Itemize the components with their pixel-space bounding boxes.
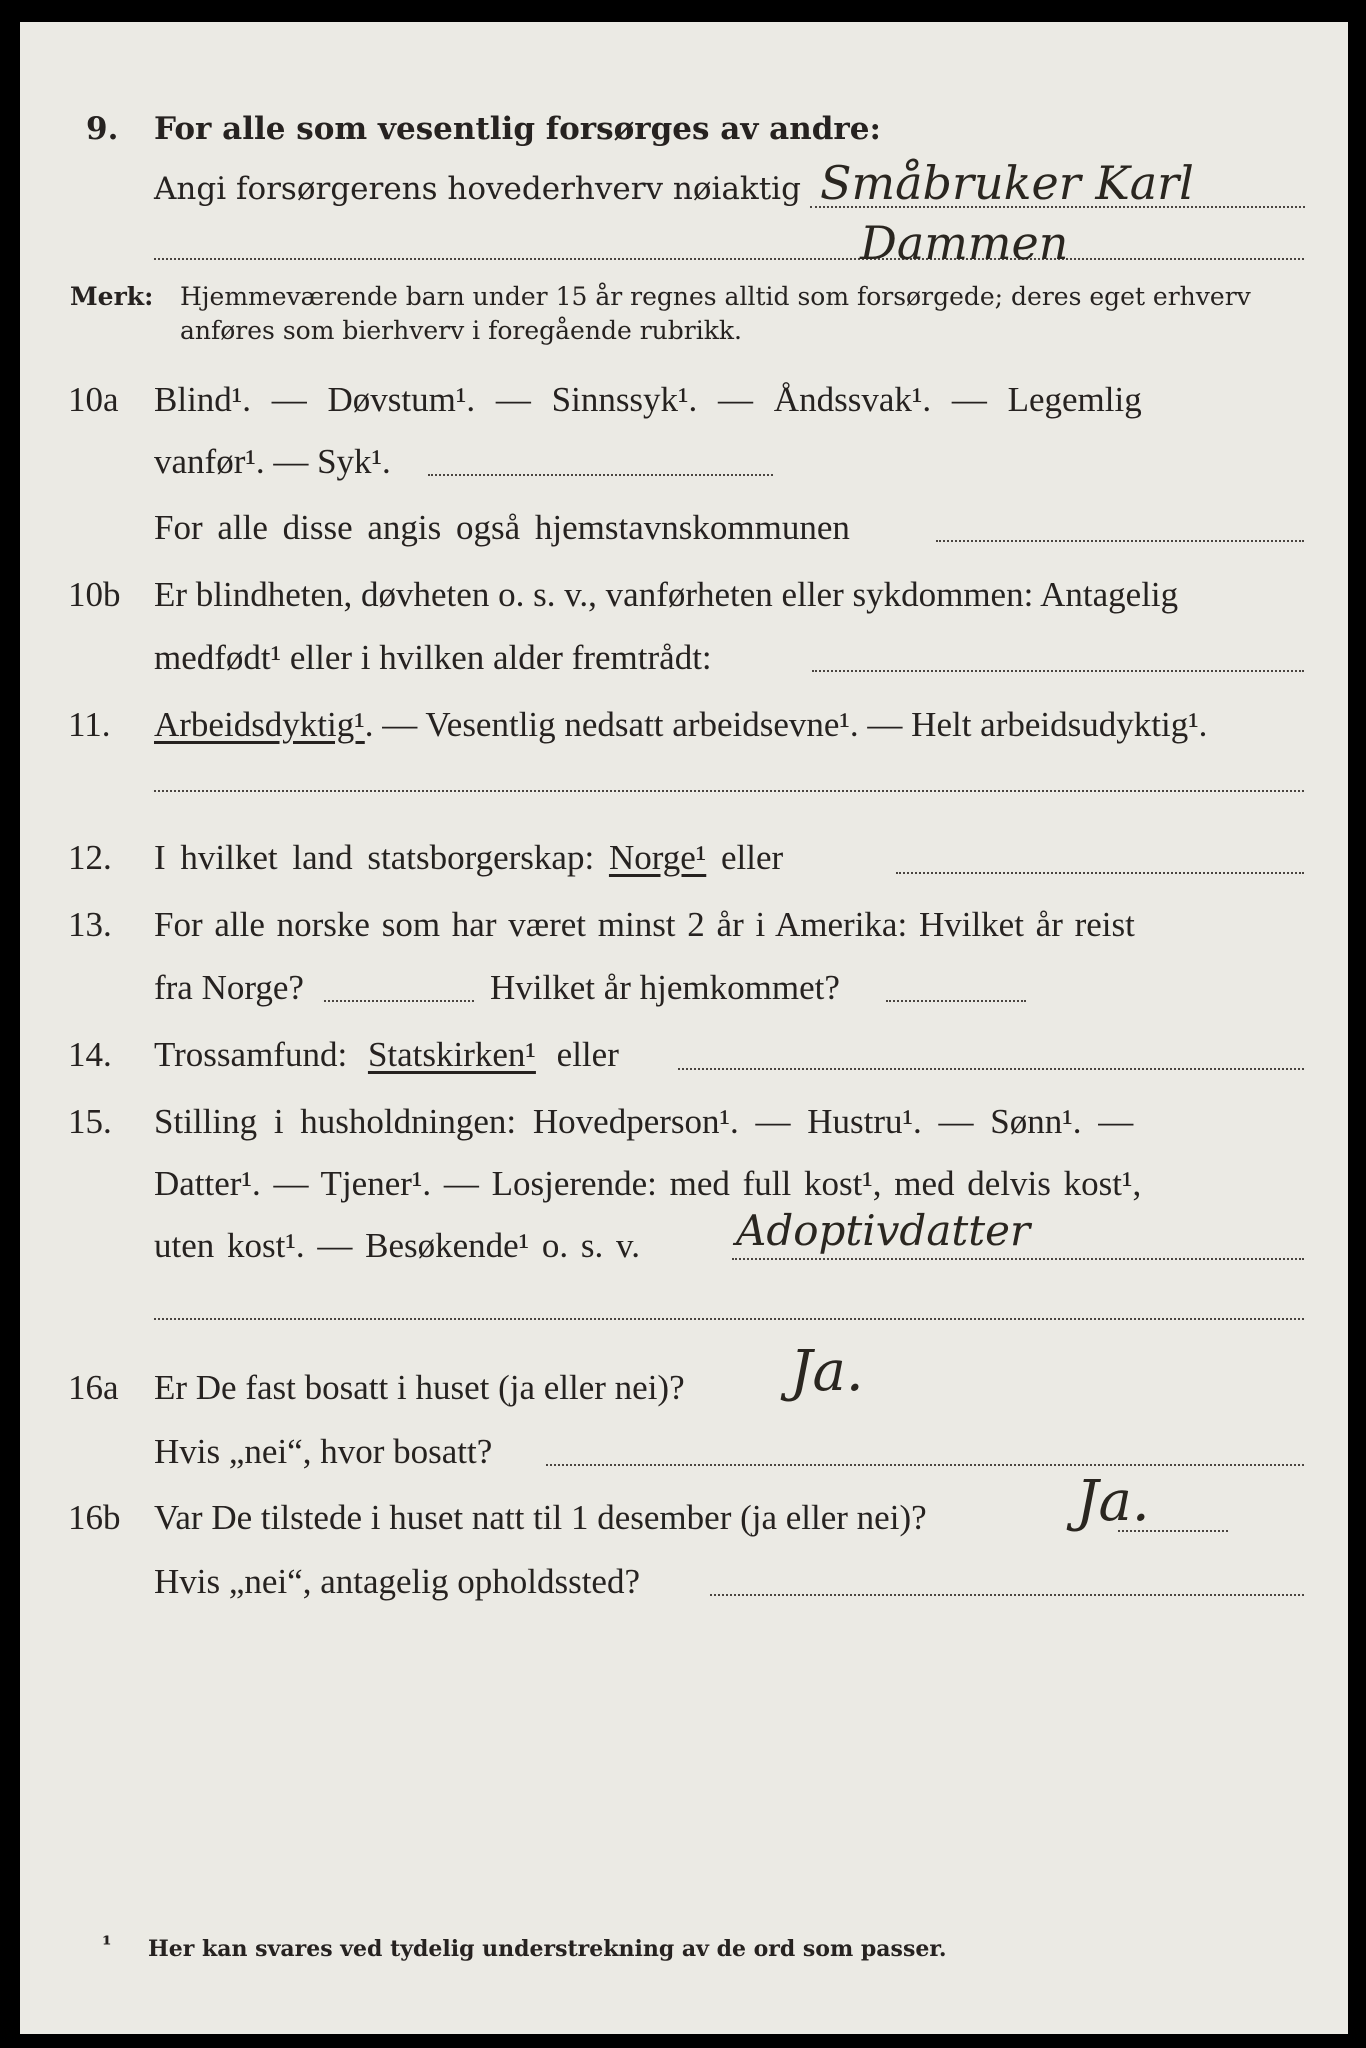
- footnote-mark: ¹: [102, 1932, 112, 1958]
- q16a-answer-line: [546, 1464, 1304, 1466]
- merk-label: Merk:: [70, 282, 154, 311]
- q13-line-1: For alle norske som har været minst 2 år i Amerika: Hvilket år reist: [154, 905, 1135, 944]
- q11-options-rest: . — Vesentlig nedsatt arbeidsevne¹. — Helt arbeidsudyktig¹.: [364, 705, 1208, 744]
- q13-reist-prompt: fra Norge?: [154, 968, 304, 1007]
- q10b-line-2: medfødt¹ eller i hvilken alder fremtrådt:: [154, 638, 712, 677]
- q16b-answer-line: [1118, 1530, 1228, 1532]
- q15-answer-line-2: [154, 1318, 1304, 1320]
- census-form-page: [20, 22, 1348, 2034]
- q16a-handwritten-answer: Ja.: [790, 1339, 864, 1404]
- q9-handwritten-answer-1: Småbruker Karl: [820, 156, 1194, 210]
- q12-prompt: I hvilket land statsborgerskap:: [154, 838, 595, 877]
- q16a-line-2: Hvis „nei“, hvor bosatt?: [154, 1432, 493, 1471]
- q15-number: 15.: [68, 1102, 112, 1141]
- merk-line-2: anføres som bierhverv i foregående rubrikk.: [180, 316, 742, 345]
- q15-answer-line: [732, 1258, 1304, 1260]
- q14-option-statskirken: Statskirken¹: [367, 1035, 536, 1074]
- q12-number: 12.: [68, 838, 112, 877]
- q15-line-3: uten kost¹. — Besøkende¹ o. s. v.: [154, 1226, 641, 1265]
- q10b-line-1: Er blindheten, døvheten o. s. v., vanførheten eller sykdommen: Antagelig: [154, 575, 1179, 614]
- q9-handwritten-answer-2: Dammen: [860, 216, 1069, 270]
- q15-line-1: Stilling i husholdningen: Hovedperson¹. — Hustru¹. — Sønn¹. —: [154, 1102, 1134, 1141]
- q11-option-arbeidsdyktig: Arbeidsdyktig¹: [154, 705, 365, 744]
- footnote-text: Her kan svares ved tydelig understrekning av de ord som passer.: [148, 1936, 947, 1962]
- q15-line-2: Datter¹. — Tjener¹. — Losjerende: med full kost¹, med delvis kost¹,: [154, 1164, 1142, 1203]
- q10a-line-2: vanfør¹. — Syk¹.: [154, 442, 391, 481]
- q16b-handwritten-answer: Ja.: [1076, 1469, 1150, 1534]
- q9-number: 9.: [86, 111, 119, 147]
- q16a-line-1: Er De fast bosatt i huset (ja eller nei)?: [154, 1368, 685, 1407]
- q10a-hjemstavn-answer-line: [936, 540, 1304, 542]
- q11-answer-line: [154, 790, 1304, 792]
- q10a-line-3: For alle disse angis også hjemstavnskommunen: [154, 508, 850, 547]
- q16b-number: 16b: [68, 1498, 121, 1537]
- q12-option-norge: Norge¹: [608, 838, 707, 877]
- q14-line: [154, 1037, 619, 1072]
- q14-number: 14.: [68, 1035, 112, 1074]
- q16a-number: 16a: [68, 1368, 119, 1407]
- q9-answer-line-2: [154, 258, 1304, 260]
- q13-hjemkommet-prompt: Hvilket år hjemkommet?: [490, 968, 840, 1007]
- q16b-line-1: Var De tilstede i huset natt til 1 desember (ja eller nei)?: [154, 1498, 927, 1537]
- q16b-line-2: Hvis „nei“, antagelig opholdssted?: [154, 1562, 640, 1601]
- merk-line-1: Hjemmeværende barn under 15 år regnes alltid som forsørgede; deres eget erhverv: [180, 282, 1251, 311]
- q13-hjemkommet-answer-line: [886, 1000, 1026, 1002]
- q12-answer-line: [896, 872, 1304, 874]
- q14-eller: eller: [556, 1035, 619, 1074]
- q12-eller: eller: [721, 838, 784, 877]
- q10a-line-1: Blind¹. — Døvstum¹. — Sinnssyk¹. — Åndssvak¹. — Legemlig: [154, 380, 1142, 419]
- q11-number: 11.: [68, 705, 111, 744]
- q12-line: [154, 840, 783, 875]
- q10a-syk-answer-line: [428, 474, 773, 476]
- q16b-opholdssted-answer-line: [710, 1594, 1304, 1596]
- q10b-answer-line: [812, 670, 1304, 672]
- q9-title: For alle som vesentlig forsørges av andre:: [154, 111, 881, 147]
- q10a-number: 10a: [68, 380, 119, 419]
- q13-number: 13.: [68, 905, 112, 944]
- q11-options: [154, 707, 1207, 742]
- q14-prompt: Trossamfund:: [154, 1035, 348, 1074]
- q14-answer-line: [678, 1068, 1304, 1070]
- q9-prompt: Angi forsørgerens hovederhverv nøiaktig: [154, 171, 801, 207]
- q13-reist-answer-line: [324, 1000, 474, 1002]
- q10b-number: 10b: [68, 575, 121, 614]
- q15-handwritten-answer: Adoptivdatter: [736, 1206, 1031, 1255]
